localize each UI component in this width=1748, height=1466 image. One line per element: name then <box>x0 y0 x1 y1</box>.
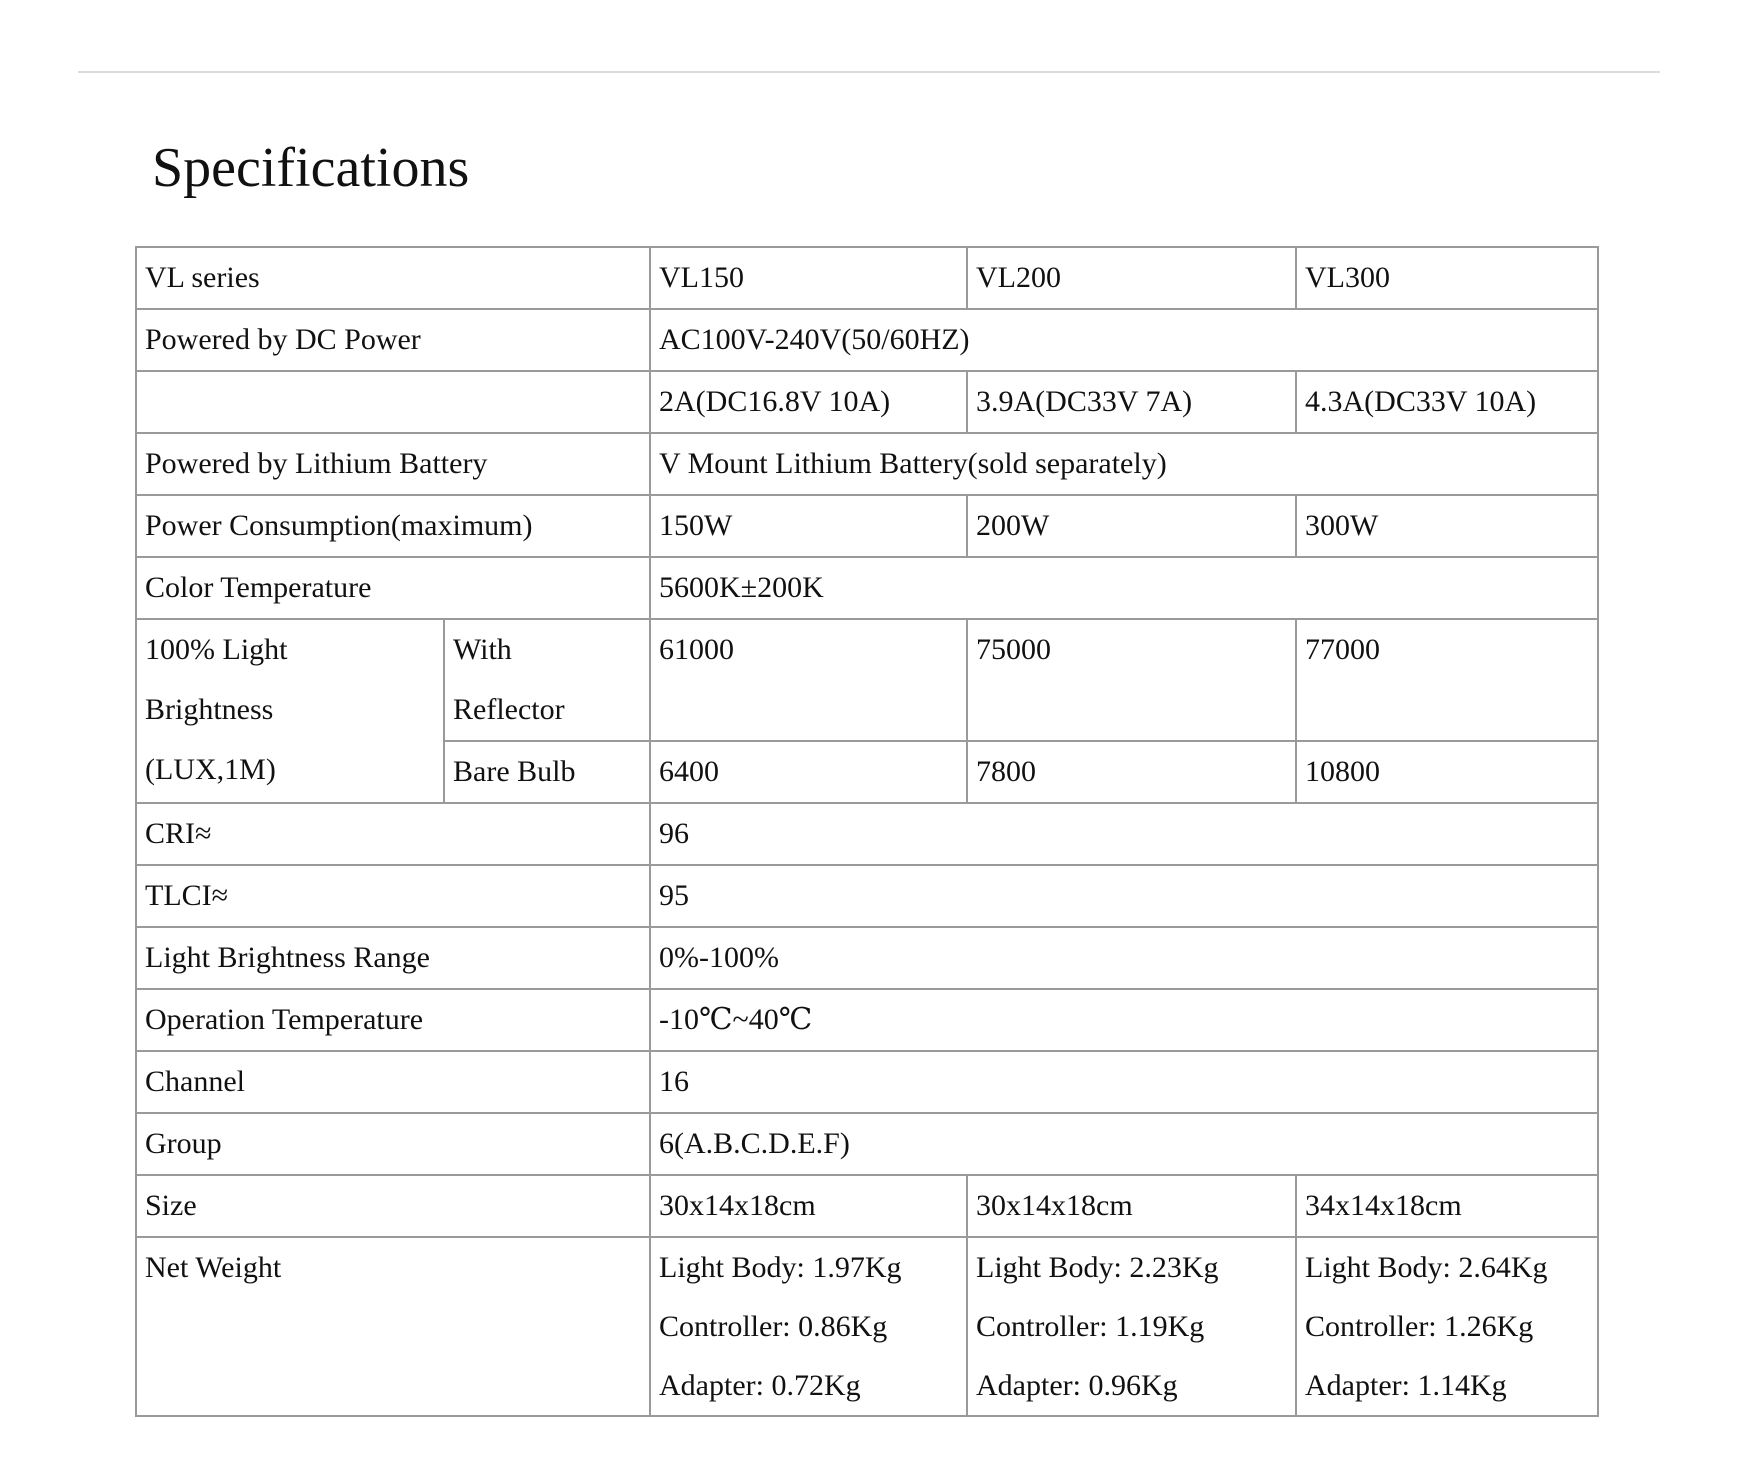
dc-power-label-continued <box>136 371 650 433</box>
power-consumption-vl300: 300W <box>1296 495 1598 557</box>
brightness-label <box>136 619 444 803</box>
table-row-net-weight <box>136 1237 1598 1416</box>
table-row-battery <box>136 433 1598 495</box>
size-vl200: 30x14x18cm <box>967 1175 1296 1237</box>
net-weight-vl150 <box>650 1237 967 1416</box>
reflector-label-line-2: Reflector <box>453 693 565 726</box>
power-consumption-label: Power Consumption(maximum) <box>136 495 650 557</box>
table-row-dc-power-values <box>136 371 1598 433</box>
net-weight-vl300-controller: Controller: 1.26Kg <box>1305 1310 1534 1343</box>
net-weight-vl200-adapter: Adapter: 0.96Kg <box>976 1369 1178 1402</box>
channel-label: Channel <box>136 1051 650 1113</box>
net-weight-vl150-adapter: Adapter: 0.72Kg <box>659 1369 861 1402</box>
net-weight-vl200 <box>967 1237 1296 1416</box>
brightness-label-line-1: 100% Light <box>145 633 288 666</box>
specifications-table <box>135 246 1599 1417</box>
table-row-operation-temperature <box>136 989 1598 1051</box>
color-temperature-label: Color Temperature <box>136 557 650 619</box>
net-weight-vl300-body: Light Body: 2.64Kg <box>1305 1251 1548 1284</box>
battery-value: V Mount Lithium Battery(sold separately) <box>650 433 1598 495</box>
channel-value: 16 <box>650 1051 1598 1113</box>
table-row-header <box>136 247 1598 309</box>
table-row-power-consumption <box>136 495 1598 557</box>
reflector-vl200 <box>967 619 1296 741</box>
model-vl150: VL150 <box>650 247 967 309</box>
bare-bulb-vl200: 7800 <box>967 741 1296 803</box>
brightness-range-label: Light Brightness Range <box>136 927 650 989</box>
table-row-group <box>136 1113 1598 1175</box>
reflector-vl150-value: 61000 <box>659 633 734 666</box>
net-weight-vl150-controller: Controller: 0.86Kg <box>659 1310 888 1343</box>
reflector-label <box>444 619 650 741</box>
net-weight-vl300 <box>1296 1237 1598 1416</box>
reflector-vl300 <box>1296 619 1598 741</box>
operation-temperature-label: Operation Temperature <box>136 989 650 1051</box>
model-vl300: VL300 <box>1296 247 1598 309</box>
bare-bulb-vl150: 6400 <box>650 741 967 803</box>
brightness-range-value: 0%-100% <box>650 927 1598 989</box>
group-label: Group <box>136 1113 650 1175</box>
table-row-color-temperature <box>136 557 1598 619</box>
cri-label: CRI≈ <box>136 803 650 865</box>
size-label: Size <box>136 1175 650 1237</box>
table-row-dc-power <box>136 309 1598 371</box>
net-weight-label <box>136 1237 650 1416</box>
net-weight-vl300-adapter: Adapter: 1.14Kg <box>1305 1369 1507 1402</box>
table-row-brightness-reflector <box>136 619 1598 741</box>
tlci-label: TLCI≈ <box>136 865 650 927</box>
reflector-vl150 <box>650 619 967 741</box>
dc-power-label: Powered by DC Power <box>136 309 650 371</box>
tlci-value: 95 <box>650 865 1598 927</box>
bare-bulb-vl300: 10800 <box>1296 741 1598 803</box>
power-consumption-vl200: 200W <box>967 495 1296 557</box>
dc-power-shared-value: AC100V-240V(50/60HZ) <box>650 309 1598 371</box>
size-vl150: 30x14x18cm <box>650 1175 967 1237</box>
dc-power-vl300: 4.3A(DC33V 10A) <box>1296 371 1598 433</box>
color-temperature-value: 5600K±200K <box>650 557 1598 619</box>
reflector-vl300-value: 77000 <box>1305 633 1380 666</box>
net-weight-vl200-controller: Controller: 1.19Kg <box>976 1310 1205 1343</box>
table-row-tlci <box>136 865 1598 927</box>
bare-bulb-label: Bare Bulb <box>444 741 650 803</box>
power-consumption-vl150: 150W <box>650 495 967 557</box>
cri-value: 96 <box>650 803 1598 865</box>
top-divider <box>78 71 1660 73</box>
table-row-cri <box>136 803 1598 865</box>
dc-power-vl200: 3.9A(DC33V 7A) <box>967 371 1296 433</box>
group-value: 6(A.B.C.D.E.F) <box>650 1113 1598 1175</box>
net-weight-vl200-body: Light Body: 2.23Kg <box>976 1251 1219 1284</box>
battery-label: Powered by Lithium Battery <box>136 433 650 495</box>
reflector-label-line-1: With <box>453 633 512 666</box>
table-row-channel <box>136 1051 1598 1113</box>
dc-power-vl150: 2A(DC16.8V 10A) <box>650 371 967 433</box>
header-label: VL series <box>136 247 650 309</box>
table-row-size <box>136 1175 1598 1237</box>
size-vl300: 34x14x18cm <box>1296 1175 1598 1237</box>
net-weight-label-text: Net Weight <box>145 1251 282 1284</box>
table-row-brightness-range <box>136 927 1598 989</box>
net-weight-vl150-body: Light Body: 1.97Kg <box>659 1251 902 1284</box>
model-vl200: VL200 <box>967 247 1296 309</box>
reflector-vl200-value: 75000 <box>976 633 1051 666</box>
operation-temperature-value: -10℃~40℃ <box>650 989 1598 1051</box>
brightness-label-line-3: (LUX,1M) <box>145 753 276 786</box>
brightness-label-line-2: Brightness <box>145 693 274 726</box>
page-title: Specifications <box>152 137 470 199</box>
